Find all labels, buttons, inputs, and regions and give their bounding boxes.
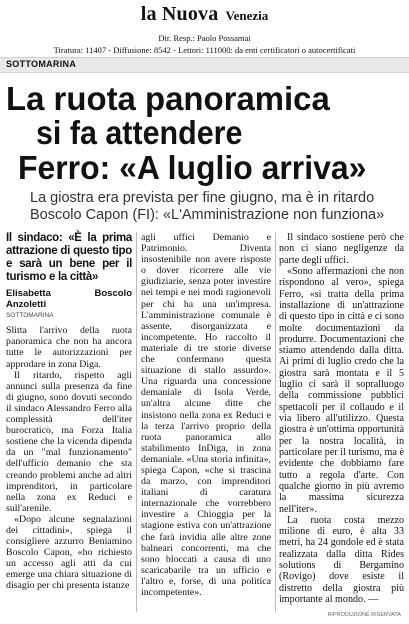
article-column-2 (141, 232, 271, 598)
article-column-1 (6, 232, 132, 592)
headline-line-2: si fa attendere (36, 114, 243, 151)
paragraph: Il ritardo, rispetto agli annunci sulla presenza da fine di giugno, sono dovuti secondo il sindaco Alessandro Ferro alla complessità dell'iter burocratico, ma Forza Italia sostiene che la vicenda dipenda da un "mal funzionamento" dell'ufficio demanio che sta creando problemi anche ad altri imprenditori, in particolare nella zona ex Reduci e sull'arenile. (6, 369, 132, 514)
byline-place: SOTTOMARINA (6, 312, 54, 320)
paragraph: Slitta l'arrivo della ruota panoramica che non ha ancora tutte le autorizzazioni per approdare in zona Diga. (6, 325, 132, 370)
masthead (0, 3, 409, 26)
pull-quote: Il sindaco: «È la prima attrazione di questo tipo e sarà un bene per il turismo e la città» (6, 232, 132, 283)
newspaper-name: la Nuova (140, 3, 219, 25)
paragraph: «Dopo alcune segnalazioni dei cittadini», spiega il consigliere azzurro Beniamino Boscolo Capon, «ho richiesto un accesso agli atti da cui emerge una chiara situazione di disagio per chi presenta istanze (6, 513, 132, 592)
subhead-line-2: Boscolo Capon (FI): «L'Amministrazione non funziona» (30, 207, 385, 223)
headline-line-3: Ferro: «A luglio arriva» (18, 149, 367, 186)
newspaper-edition: Venezia (225, 8, 269, 23)
paragraph: Il sindaco sostiene però che non ci siano negligenze da parte degli uffici. (279, 232, 404, 266)
circulation-line: Tiratura: 11407 - Diffusione: 8542 - Lettori: 111000: da enti certificatori o autocertificati (53, 45, 356, 55)
column-divider (275, 232, 276, 612)
director-line: Dir. Resp.: Paolo Possamai (158, 33, 251, 43)
paragraph: agli uffici Demanio e Patrimonio. Diventa insostenibile non avere risposte o dover ricorrere alle vie giudiziarie, senza poter investire nei tempi e nei modi ragionevoli per chi ha una un'impresa. L'amministrazione comunale è assente, disorganizzata e incompetente. Ho raccolto il materiale di tre storie diverse che confermano questa situazione di stallo assurdo». Una riguarda una concessione demaniale di Isola Verde, un'altra alcune ditte che insistono nella zona ex Reduci e la terza l'arrivo proprio della ruota panoramica allo stabilimento InDiga, in zona demaniale. «Una storia infinita», spiega Capon, «che si trascina da marzo, con imprenditori italiani di caratura internazionale che vorrebbero investire a Chioggia per la stagione estiva con un'attrazione che farà invidia alle altre zone balneari concorrenti, ma che sono bloccati a causa di uno scaricabarile tra un ufficio e l'altro e, forse, di una politica incompetente». (141, 232, 271, 598)
copyright-watermark: RIPRODUZIONE RISERVATA (327, 612, 401, 618)
byline-author: Elisabetta Boscolo Anzoletti (6, 288, 132, 311)
section-label: SOTTOMARINA (6, 59, 77, 69)
column-divider (136, 232, 137, 612)
subhead-line-1: La giostra era prevista per fine giugno, ma è in ritardo (30, 190, 375, 206)
paragraph: La ruota costa mezzo milione di euro, è alta 33 metri, ha 24 gondole ed è stata realizzata dalla ditta Rides solutions di Bergamino (Rovigo) dove esiste il distretto della giostra più importante al mondo. — (279, 514, 404, 605)
headline-line-1: La ruota panoramica (6, 80, 330, 117)
paragraph: «Sono affermazioni che non rispondono al vero», spiega Ferro, «si tratta della prima installazione di un'attrazione di questo tipo in città e ci sono molte documentazioni da produrre. Documentazioni che stiamo attendendo dalla ditta. Ai primi di luglio credo che la giostra sarà montata e il 5 luglio ci sarà il sopralluogo della commissione pubblici spettacoli per il collaudo e il via libero all'utilizzo. Questa giostra è un'ottima opportunità per la nostra località, in particolare per il turismo, ma è evidente che dobbiamo fare tutto a regola d'arte. Con qualche giorno in più avremo la massima sicurezza nell'iter». (279, 265, 404, 515)
article-column-3 (279, 232, 404, 605)
